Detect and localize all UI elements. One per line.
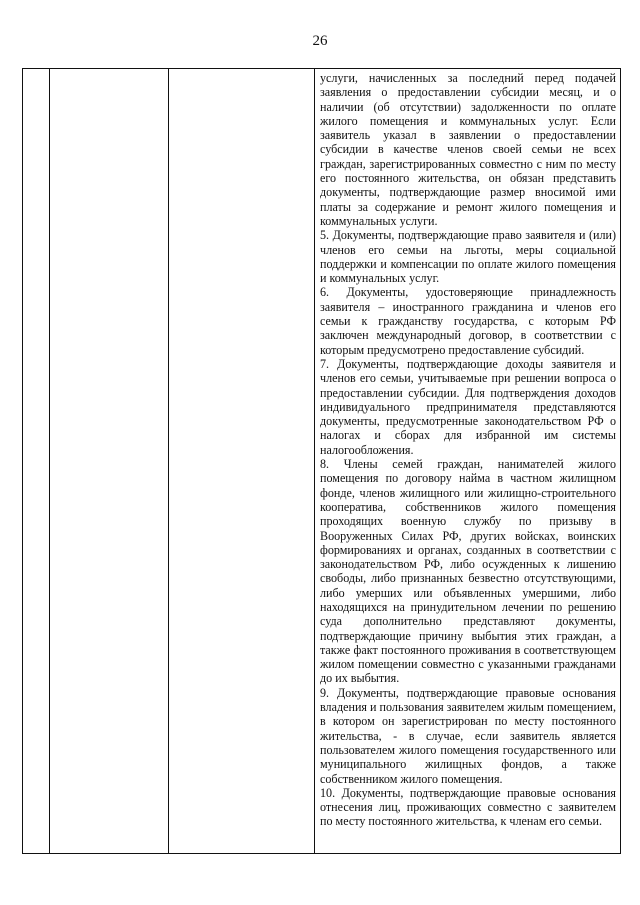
document-table	[22, 68, 621, 854]
paragraph: услуги, начисленных за последний перед подачей заявления о предоставлении субсидии месяц, и о наличии (об отсутствии) задолженности по оплате жилого помещения и коммунальных услуг. Если заявитель указал в заявлении о предоставлении субсидии в качестве членов своей семьи не всех граждан, зарегистрированных совместно с ним по месту его постоянного жительства, он обязан представить документы, подтверждающие размер вносимой ими платы за содержание и ремонт жилого помещения и коммунальных услуги.	[320, 71, 616, 228]
paragraph: 8. Члены семей граждан, нанимателей жилого помещения по договору найма в частном жилищном фонде, членов жилищного или жилищно-строительного кооператива, собственников жилого помещения проходящих военную службу по призыву в Вооруженных Силах РФ, других войсках, воинских формированиях и органах, созданных в соответствии с законодательством РФ, либо осужденных к лишению свободы, либо признанных безвестно отсутствующими, либо умерших или объявленных умершими, либо находящихся на принудительном лечении по решению суда дополнительно представляют документы, подтверждающие причину выбытия этих граждан, а также факт постоянного проживания в соответствующем жилом помещении совместно с указанными гражданами до их выбытия.	[320, 457, 616, 686]
documents-text	[315, 69, 620, 853]
paragraph: 6. Документы, удостоверяющие принадлежность заявителя – иностранного гражданина и членов его семьи к гражданству государства, с которым РФ заключен международный договор, в соответствии с которым предусмотрено предоставление субсидий.	[320, 285, 616, 357]
page-number: 26	[312, 33, 328, 49]
table-cell-number	[23, 69, 50, 854]
paragraph: 9. Документы, подтверждающие правовые основания владения и пользования заявителем жилым помещением, в котором он зарегистрирован по месту постоянного жительства, - в случае, если заявитель является пользователем жилого помещения государственного или муниципального жилищных фондов, а также собственником жилого помещения.	[320, 685, 616, 786]
paragraph: 5. Документы, подтверждающие право заявителя и (или) членов его семьи на льготы, меры социальной поддержки и компенсации по оплате жилого помещения и коммунальных услуг.	[320, 228, 616, 286]
paragraph: 10. Документы, подтверждающие правовые основания отнесения лиц, проживающих совместно с заявителем по месту постоянного жительства, к членам его семьи.	[320, 785, 616, 829]
table-cell-service	[50, 69, 169, 854]
table-cell-documents	[315, 69, 621, 854]
paragraph: 7. Документы, подтверждающие доходы заявителя и членов его семьи, учитываемые при решении вопроса о предоставлении субсидии. Для подтверждения доходов индивидуального предпринимателя представляются документы, предусмотренные законодательством РФ о налогах и сборах для избранной им системы налогообложения.	[320, 356, 616, 457]
table-cell-basis	[169, 69, 315, 854]
table-row	[23, 69, 621, 854]
